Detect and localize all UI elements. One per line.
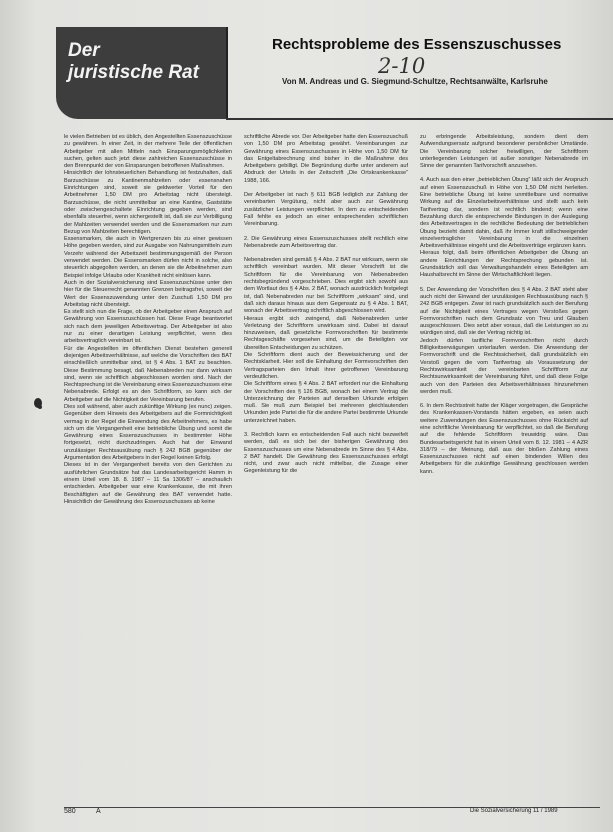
paragraph: zu erbringende Arbeitsleistung, sondern dient dem Aufwendungsersatz aufgrund besonderer persönlicher Umstände. Die Vereinbarung solcher freiwilligen, der Schriftform unterliegenden Leistungen ist außer sonstiger Nebenabrede im Sinne der genannten Tarifvorschrift anzusehen. (420, 134, 588, 170)
paragraph: Hieraus folgt, daß beim öffentlichen Arbeitgeber die Übung an andere Einrichtungen der Rechtsprechung gebunden ist. Grundsätzlich soll das Verwaltungshandeln eines Beteiligten am Haushaltsrecht im Sinne der Wirtschaftlichkeit liegen. (420, 250, 588, 279)
header-horizontal-rule (226, 118, 613, 120)
handwritten-note: 2-10 (378, 54, 426, 78)
paragraph: Hieraus ergibt sich zwingend, daß Nebenabreden unter Verletzung der Schriftform unwirksam sind. Dabei ist darauf hinzuweisen, daß gesetzliche Formvorschriften für bestimmte Rechtsgeschäfte vorgesehen sind, um die Beteiligten vor übereilten Entscheidungen zu schützen. (244, 315, 408, 351)
paragraph: Es stellt sich nun die Frage, ob der Arbeitgeber einen Anspruch auf Gewährung von Essenszuschüssen hat. Diese Frage beantwortet sich nach dem jeweiligen Arbeitsvertrag. Der Arbeitgeber ist also nur zu einer derartigen Leistung verpflichtet, wenn dies arbeitsvertraglich vereinbart ist. (64, 309, 232, 345)
paragraph: Dies soll während, aber auch zukünftige Wirkung (ex nunc) zeigen. Gegenüber dem Hinweis des Arbeitgebers auf die Formnichtigkeit vermag in der Regel die Einwendung des Arbeitnehmers, es habe sich um die Vergangenheit eine betriebliche Übung und somit die Gewährung eines Essenszuschusses in bestimmter Höhe fortgesetzt, nicht durchzudringen. Auch hat der Einwand unzulässiger Rechtsausübung nach § 242 BGB gegenüber der Argumentation des Arbeitgebers in der Regel keinen Erfolg. (64, 403, 232, 462)
paragraph: Essensmarken, die auch in Wertgrenzen bis zu einer gewissen Höhe gegeben werden, sind zur Ausgabe von Nahrungsmitteln zum Verzehr während der Arbeitszeit bestimmungsgemäß der Person verwendet werden. Die Essensmarken dürfen nicht in solche, also steuerlich abgegolten werden, an denen sie die Arbeitnehmer zum Beispiel infolge Urlaubs oder Krankheit nicht einlösen kann. (64, 236, 232, 279)
page-number: 580 (64, 808, 76, 815)
paragraph: 3. Rechtlich kann es entscheidenden Fall auch nicht bezweifelt werden, daß es sich bei der bisherigen Gewährung des Essenszuschusses um eine Nebenabrede im Sinne des § 4 Abs. 2 BAT handelt. Die Gewährung des Essenszuschusses erfolgt nicht, und zwar auch nicht mittelbar, die Zusage einer Gegenleistung für die (244, 431, 408, 475)
paragraph: Dieses ist in der Vergangenheit bereits von den Gerichten zu ausführlichen Grundsätze hat das Landesarbeitsgericht Hamm in einem Urteil vom 18. 8. 1987 – 11 Sa 1306/87 – anschaulich entschieden. Arbeitgeber war eine Krankenkasse, die mit ihren Beschäftigten auf die Gewährung des BAT verwendet hatte. Hinsichtlich der Gewährung des Essenszuschusses ab keine (64, 462, 232, 505)
paragraph: Für die Angestellten im öffentlichen Dienst bestehen generell diejenigen Arbeitsverhältnisse, auf welche die Vorschriften des BAT einschließlich unmittelbar sind, ist § 4 Abs. 1 BAT zu beachten. Diese Bestimmung besagt, daß Nebenabreden nur dann wirksam sind, wenn sie schriftlich abgeschlossen worden sind. Nach der Rechtsprechung ist die Vereinbarung eines Essenszuschusses eine Nebenabrede. Erfolgt es an den Schriftform, so kann sich der Arbeitgeber auf die Nichtigkeit der Vereinbarung berufen. (64, 345, 232, 403)
paragraph: 2. Die Gewährung eines Essenszuschusses stellt rechtlich eine Nebenabrede zum Arbeitsvertrag dar. (244, 235, 408, 249)
paragraph: 4. Auch aus den einer „betrieblichen Übung“ läßt sich der Anspruch auf einen Essenszuschuß in Höhe von 1,50 DM nicht herleiten. Eine betriebliche Übung ist keine unmittelbare und normative Wirkung auf die Einzelarbeitsverhältnisse und stellt auch kein Tarifvertrag dar, sondern ist rechtlich bindend; wenn eine Bezahlung durch die entsprechende Bindungen in der Auslegung des Arbeitsvertrages in die rechtliche Bedeutung der betrieblichen Übung bezieht damit dahin, daß ihr lmmer kraft stillschweigender einzelvertraglicher Vereinbarung in die einzelnen Arbeitsverhältnisse eingeht und die Arbeitsverträge ergänzen kann. (420, 177, 588, 250)
paragraph: 6. In dem Rechtsstreit hatte der Kläger vorgetragen, die Gespräche des Krankenkassen-Vorstands hätten ergeben, es seien auch weitere Zuwendungen des Essenszuschusses ohne Rücksicht auf eine schriftliche Vereinbarung für verpflichtet, so daß die Berufung auf die fehlende Schriftform treuwidrig wäre. Das Bundesarbeitsgericht hat in einem Urteil vom 8. 12. 1981 – 4 AZR 318/79 – der Meinung, daß aus der bloßen Zahlung eines Essenszuschusses nicht auf einen bindenden Willen des Arbeitgebers für die zukünftige Gewährung geschlossen werden kann. (420, 403, 588, 475)
paragraph: schriftliche Abrede vor. Der Arbeitgeber hatte den Essenszuschuß von 1,50 DM pro Arbeitstag gewährt. Vereinbarungen zur Gewährung eines Essenszuschusses in Höhe von 1,50 DM für das Entgeltabrechnung sind bisher in die Maßnahme des Arbeitgebers gebilligt. Die Begründung durfte unter anderem auf Abdruck der Urteils in der Zeitschrift „Die Ortskrankenkasse“ 1988, 166. (244, 134, 408, 184)
journal-footer: Die Sozialversicherung 11 / 1989 (470, 808, 558, 814)
paragraph: le vielen Betrieben ist es üblich, den Angestellten Essenszuschüsse zu gewähren. In einer Zeit, in der mehrere Teile der öffentlichen Arbeitgeber mit allen Mitteln nach Einsparungsmöglichkeiten suchen, gelten auch jetzt diese zahlreichen Essenszuschüsse in den Brennpunkt der von Einsparungen betroffenen Maßnahmen. (64, 134, 232, 170)
paragraph: Nebenabreden sind gemäß § 4 Abs. 2 BAT nur wirksam, wenn sie schriftlich vereinbart wurden. Mit dieser Vorschrift ist die Schriftform für die Vereinbarung von Nebenabreden rechtsbegründend vorgeschrieben. Dies ergibt sich sowohl aus dem Wortlaut des § 4 Abs. 2 BAT, wonach ausdrücklich festgelegt ist, daß Nebenabreden nur bei Schriftform „wirksam“ sind, und daß sich daraus hinaus aus dem Gegensatz zu § 4 Abs. 1 BAT, wonach der Arbeitsvertrag schriftlich abgeschlossen wird. (244, 257, 408, 315)
text-column-2 (244, 134, 408, 792)
paragraph: Jedoch dürfen tarifliche Formvorschriften nicht durch Billigkeitserwägungen unterlaufen werden. Die Anwendung der Formvorschrift und die Rechtssicherheit, daß grundsätzlich ein Verstoß gegen die vom Tarifvertrag als Voraussetzung der Rechtswirksamkeit der vereinbarten Schriftform zur Rechtsunwirksamkeit der Vereinbarung führt, und daß diese Folge auch von den Parteien des Arbeitsverhältnisses hinzunehmen werden muß. (420, 337, 588, 395)
text-column-3 (420, 134, 588, 792)
paragraph: 5. Der Anwendung der Vorschriften des § 4 Abs. 2 BAT steht aber auch nicht der Einwand der unzulässigen Rechtsausübung nach § 242 BGB entgegen. Zwar ist nach grundsätzlich auch der Berufung auf die Nichtigkeit eines Vertrages wegen Verstoßes gegen Formvorschriften nach dem Grundsatz von Treu und Glauben ausgeschlossen. Dies setzt aber voraus, daß die Leistungen so zu würdigen sind, daß sie der Vertrag nichtig ist. (420, 286, 588, 337)
section-banner-text (68, 40, 199, 84)
banner-line-2: juristische Rat (68, 62, 199, 83)
paragraph: Die Schriftform dient auch der Beweissicherung und der Rechtsklarheit. Hier soll die Einhaltung der Formvorschriften den Vertragsparteien den Inhalt ihrer getroffenen Vereinbarung verdeutlichen. (244, 352, 408, 380)
page-mark: A (96, 808, 101, 815)
text-column-1 (64, 134, 232, 792)
paragraph: Auch in der Sozialversicherung sind Essenszuschüsse unter den hier für die Steuerrecht genannten Grenzen beitragsfrei, soweit der Wert der Essenszuwendung unter den Zuschuß 1,50 DM pro Arbeitstag nicht übersteigt. (64, 279, 232, 308)
ink-blot (38, 405, 42, 409)
paragraph: Hinsichtlich der lohnsteuerlichen Behandlung ist festzuhalten, daß Barzuschüsse zu Kantinenmahlzeiten oder essensnahen Einrichtungen sind, soweit sie geldwerter Vorteil für den Arbeitnehmer 1,50 DM pro Arbeitstag nicht übersteigt. Barzuschüsse, die nicht unmittelbar an eine Kantine, Gaststätte oder zwischengeschaltete Einrichtung gegeben werden, sind ebenfalls steuerfrei, wenn sichergestellt ist, daß sie zur Verbilligung der Mahlzeiten verwendet werden und die Essensmarken nur zum Bezug von Mahlzeiten berechtigen. (64, 170, 232, 235)
article-byline: Von M. Andreas und G. Siegmund-Schultze, Rechtsanwälte, Karlsruhe (282, 77, 548, 86)
banner-line-1: Der (68, 40, 100, 61)
article-title: Rechtsprobleme des Essenszuschusses (272, 36, 562, 53)
paragraph: Die Schriftform eines § 4 Abs. 2 BAT erfordert nur die Einhaltung der Vorschriften des § 126 BGB, wonach bei einem Vertrag die Unterzeichnung der Parteien auf derselben Urkunde erfolgen muß. Sie muß zum Beispiel bei mehreren gleichlautenden Urkunden jede Partei die für die andere Partei bestimmte Urkunde unterzeichnet haben. (244, 381, 408, 424)
header-vertical-rule (226, 27, 228, 119)
paragraph: Der Arbeitgeber ist nach § 611 BGB lediglich zur Zahlung der vereinbarten Vergütung, nicht aber auch zur Gewährung zusätzlicher Leistungen verpflichtet. In dem zu entscheidenden Fall fehlte es jedoch an einer entsprechenden schriftlichen Vereinbarung. (244, 192, 408, 228)
